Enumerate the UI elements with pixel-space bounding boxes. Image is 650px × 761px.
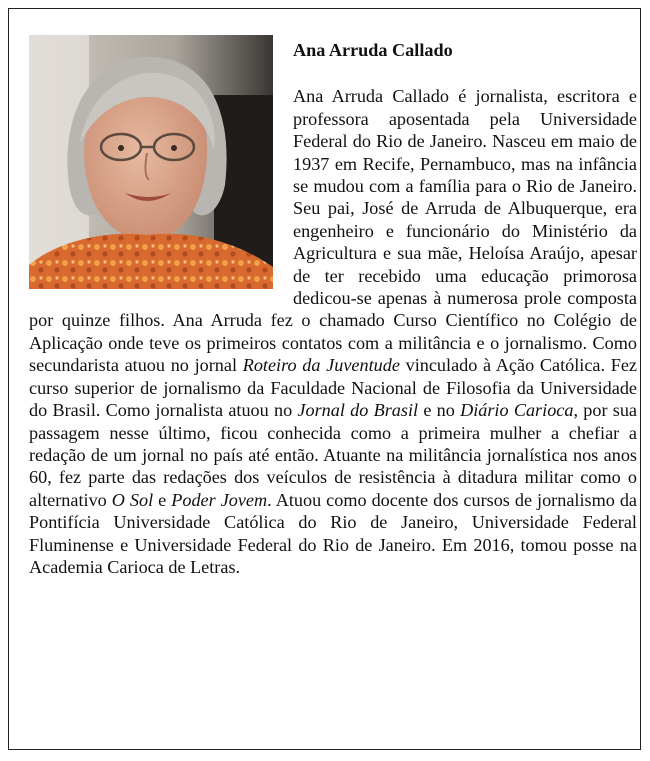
bio-text-5: e <box>153 489 172 510</box>
bio-text-3: e no <box>418 400 461 421</box>
bio-em-jornal-do-brasil: Jornal do Brasil <box>297 400 419 421</box>
portrait-illustration <box>29 35 273 289</box>
bio-em-o-sol: O Sol <box>111 489 154 510</box>
bio-title: Ana Arruda Callado <box>293 40 453 60</box>
bio-frame <box>8 8 641 750</box>
bio-text-4: , por sua passagem nesse último, ficou conhecida como a primeira mulher a chefiar a redação de um jornal no país até então. Atuante na militância jornalística nos anos 60, fez parte das redações dos veículos de resistência à ditadura militar como o alternativo <box>29 400 637 510</box>
bio-em-diario-carioca: Diário Carioca <box>460 400 574 421</box>
bio-content <box>29 35 637 578</box>
bio-text-2: vinculado à Ação Católica. Fez curso superior de jornalismo da Faculdade Nacional de Filosofia da Universidade do Brasil. Como jornalista atuou no <box>29 355 637 421</box>
bio-em-roteiro: Roteiro da Juventude <box>242 355 400 376</box>
bio-text-1: Ana Arruda Callado é jornalista, escritora e professora aposentada pela Universidade Federal do Rio de Janeiro. Nasceu em maio de 1937 em Recife, Pernambuco, mas na infância se mudou com a família para o Rio de Janeiro. Seu pai, José de Arruda de Albuquerque, era engenheiro e funcionário do Ministério da Agricultura e sua mãe, Heloísa Araújo, apesar de ter recebido uma educação primorosa dedicou-se apenas à numerosa prole composta por quinze filhos. Ana Arruda fez o chamado Curso Científico no Colégio de Aplicação onde teve os primeiros contatos com a militância e o jornalismo. Como secundarista atuou no jornal <box>29 86 637 376</box>
portrait-photo <box>29 35 273 289</box>
bio-em-poder-jovem: Poder Jovem <box>171 489 268 510</box>
bio-text-6: . Atuou como docente dos cursos de jornalismo da Pontifícia Universidade Católica do Rio de Janeiro, Universidade Federal Fluminense e Universidade Federal do Rio de Janeiro. Em 2016, tomou posse na Academia Carioca de Letras. <box>29 489 638 577</box>
